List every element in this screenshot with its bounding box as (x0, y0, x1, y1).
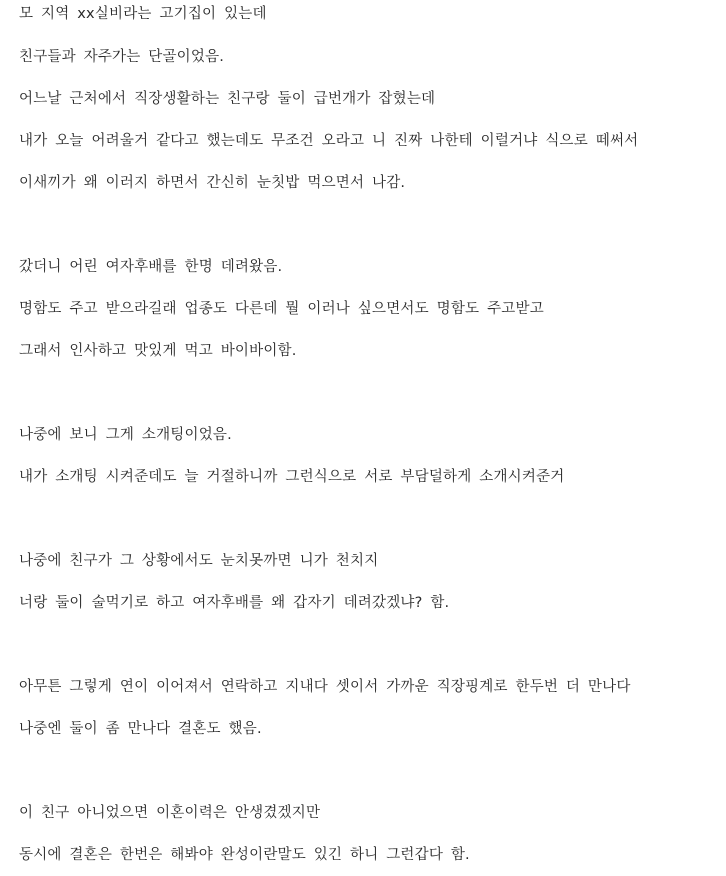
text-line: 나중엔 둘이 좀 만나다 결혼도 했음. (19, 721, 262, 737)
text-line: 나중에 보니 그게 소개팅이었음. (19, 427, 232, 443)
text-line: 아무튼 그렇게 연이 이어져서 연락하고 지내다 셋이서 가까운 직장핑계로 한두번 더 만나다 (19, 679, 631, 695)
text-line: 내가 소개팅 시켜준데도 늘 거절하니까 그런식으로 서로 부담덜하게 소개시켜준거 (19, 469, 565, 485)
text-line: 내가 오늘 어려울거 같다고 했는데도 무조건 오라고 니 진짜 나한테 이럴거냐 식으로 떼써서 (19, 133, 639, 149)
text-line: 그래서 인사하고 맛있게 먹고 바이바이함. (19, 343, 297, 359)
text-line: 동시에 결혼은 한번은 해봐야 완성이란말도 있긴 하니 그런갑다 함. (19, 847, 470, 863)
text-line: 너랑 둘이 술먹기로 하고 여자후배를 왜 갑자기 데려갔겠냐? 함. (19, 595, 450, 611)
text-line: 어느날 근처에서 직장생활하는 친구랑 둘이 급번개가 잡혔는데 (19, 91, 436, 107)
text-line: 모 지역 xx실비라는 고기집이 있는데 (19, 6, 267, 22)
text-line: 친구들과 자주가는 단골이었음. (19, 49, 225, 65)
text-line: 이새끼가 왜 이러지 하면서 간신히 눈칫밥 먹으면서 나감. (19, 175, 406, 191)
text-line: 명함도 주고 받으라길래 업종도 다른데 뭘 이러나 싶으면서도 명함도 주고받고 (19, 301, 544, 317)
text-line: 이 친구 아니었으면 이혼이력은 안생겼겠지만 (19, 805, 321, 821)
text-line: 갔더니 어린 여자후배를 한명 데려왔음. (19, 259, 283, 275)
text-line: 나중에 친구가 그 상황에서도 눈치못까면 니가 천치지 (19, 553, 379, 569)
